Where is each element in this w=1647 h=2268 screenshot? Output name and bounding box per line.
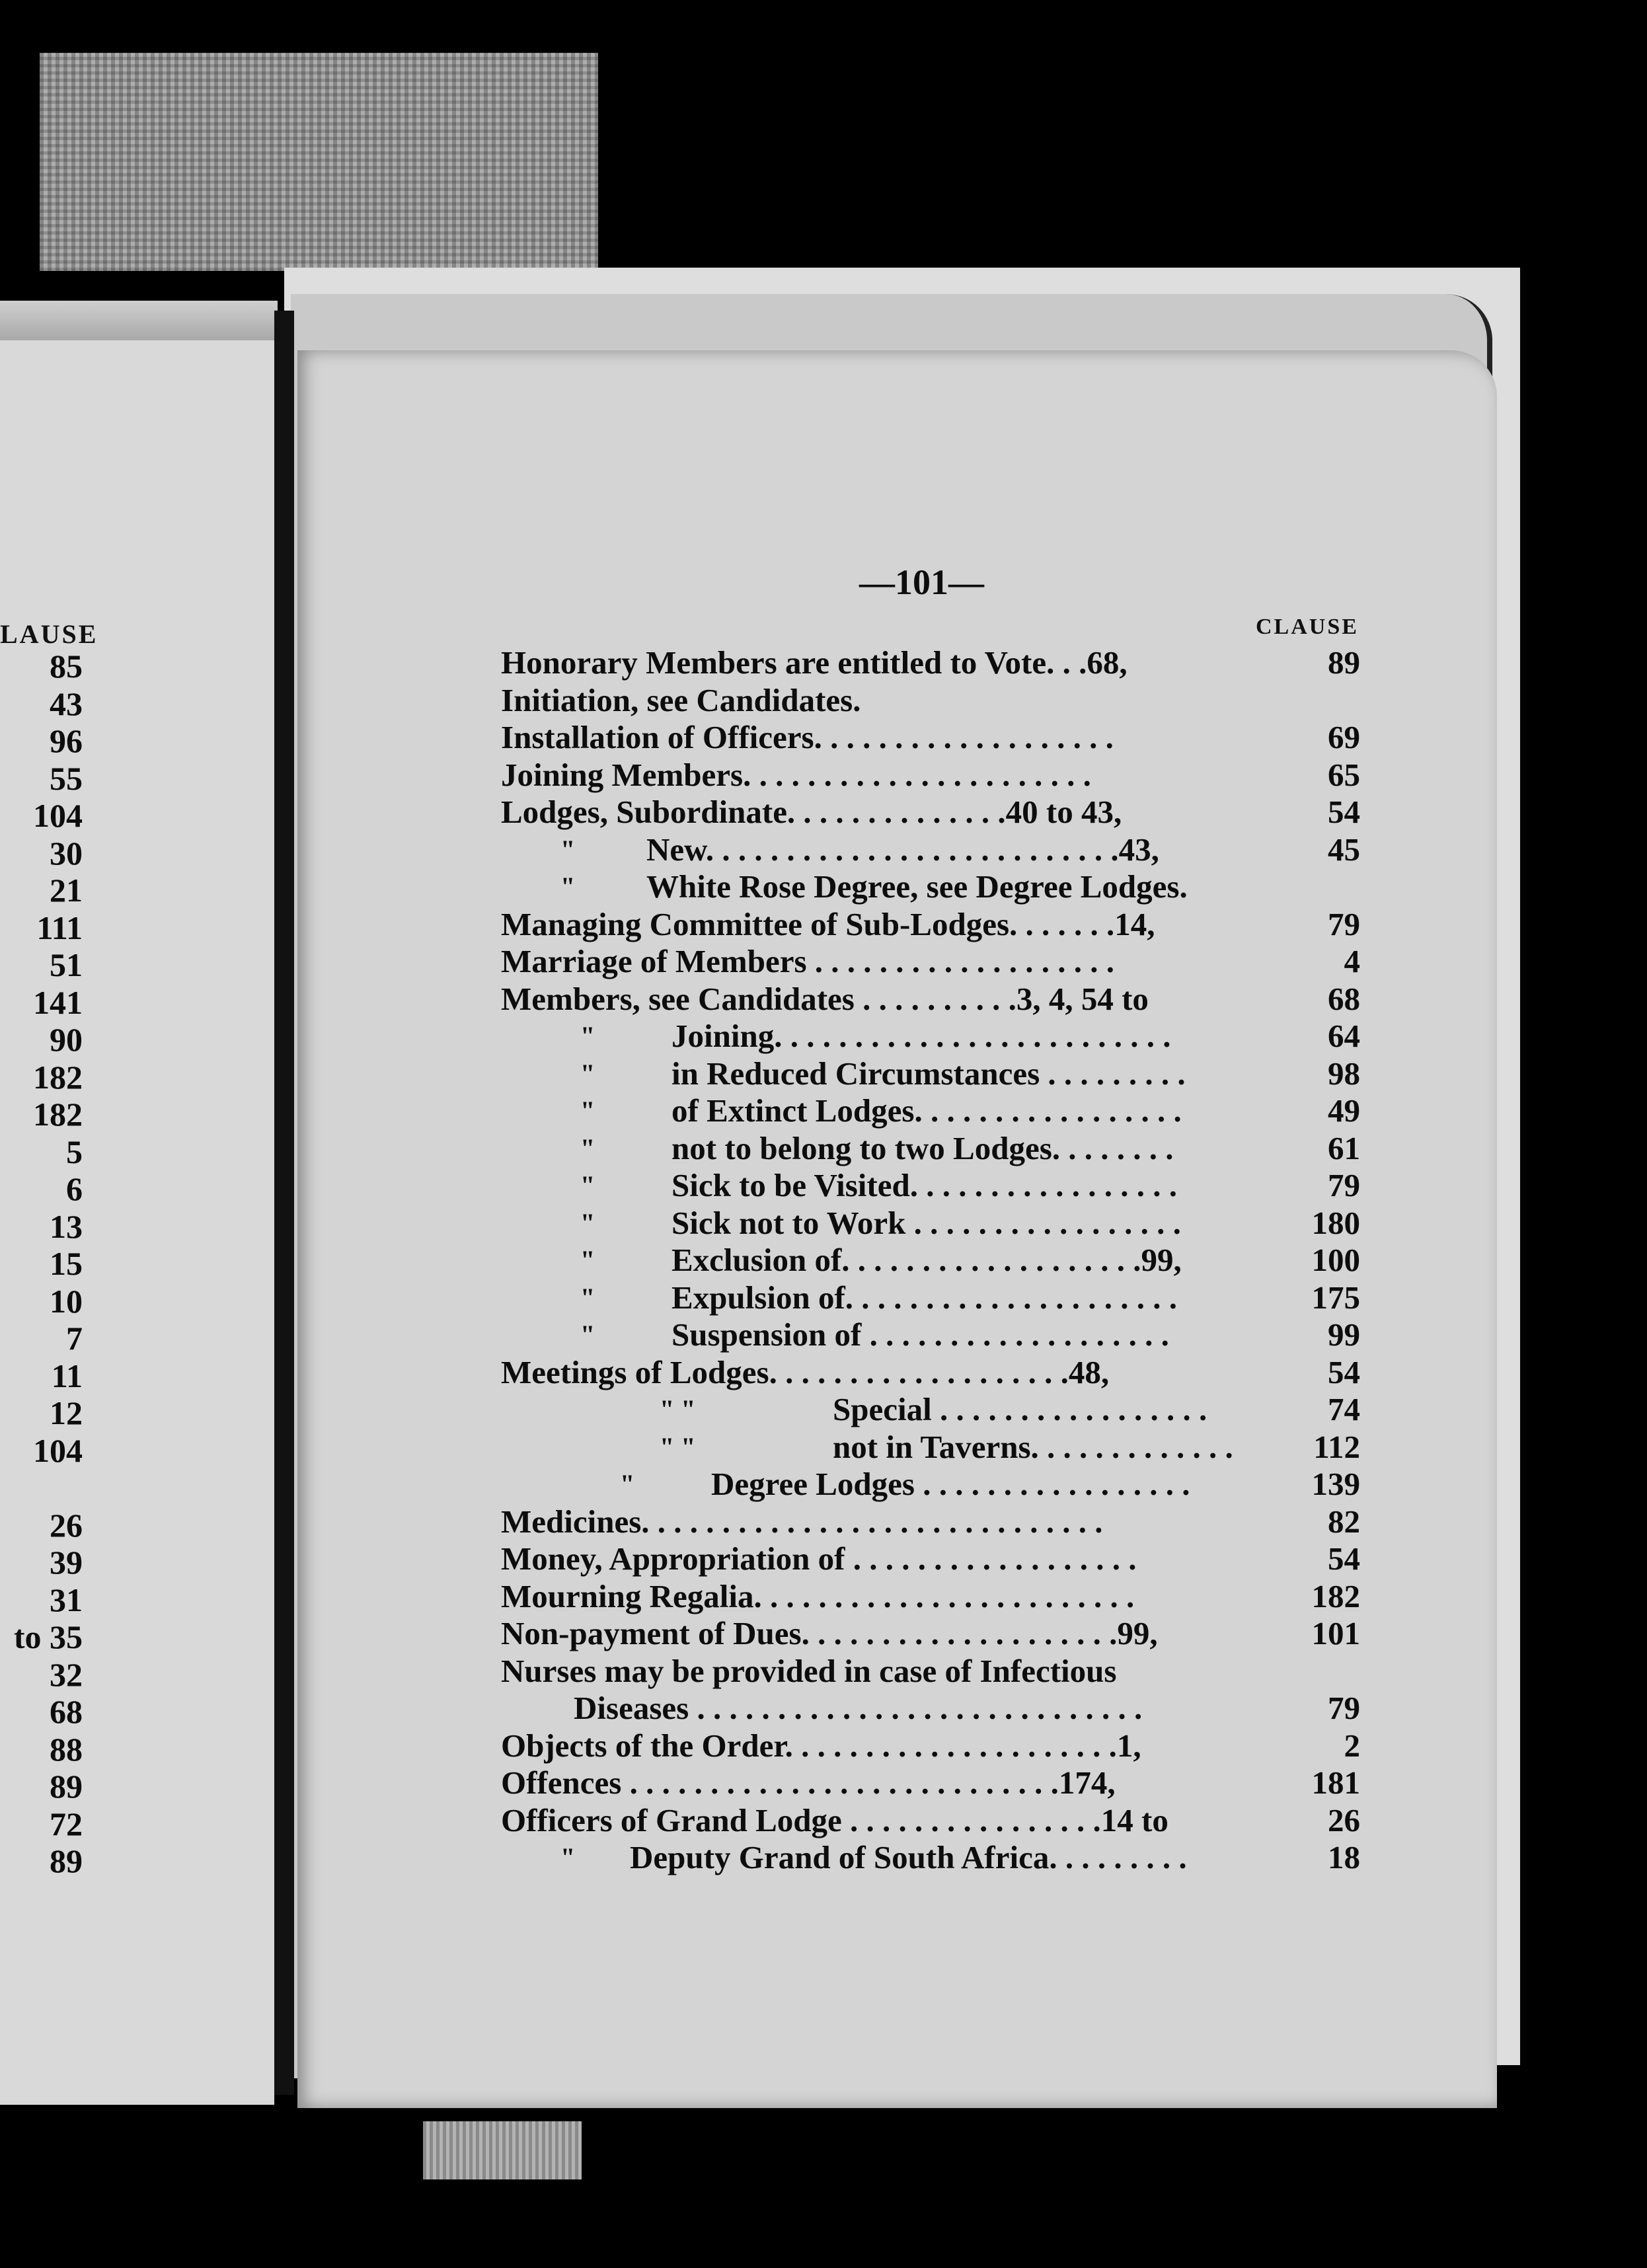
binding-tape [40, 53, 598, 271]
left-clause-numbers [0, 648, 83, 1880]
ditto-mark: " [580, 1207, 595, 1238]
left-clause-number: 39 [50, 1544, 83, 1581]
left-clause-number: to 35 [13, 1618, 83, 1655]
left-clause-number: 89 [50, 1842, 83, 1879]
index-entry [501, 1764, 1360, 1802]
index-entry [501, 868, 1360, 906]
left-clause-number: 141 [33, 983, 83, 1021]
index-entry-text: Honorary Members are entitled to Vote. . .68, [501, 644, 1128, 681]
index-entry-text: Degree Lodges . . . . . . . . . . . . . . . . . [711, 1466, 1190, 1502]
index-entry [501, 1615, 1360, 1653]
left-clause-number: 51 [50, 946, 83, 983]
index-entry [501, 981, 1360, 1018]
index-entry-text: Joining Members. . . . . . . . . . . . . . . . . . . . . . [501, 756, 1091, 793]
index-entry-text: Non-payment of Dues. . . . . . . . . . . . . . . . . . . .99, [501, 1615, 1158, 1651]
left-clause-number: 68 [50, 1693, 83, 1730]
left-clause-number: 72 [50, 1805, 83, 1842]
index-entry-text: Diseases . . . . . . . . . . . . . . . . . . . . . . . . . . . . [574, 1690, 1143, 1726]
index-entry-clause: 54 [1328, 1353, 1360, 1390]
index-entry [501, 1802, 1360, 1840]
index-entry-clause: 100 [1311, 1242, 1360, 1278]
left-clause-number: 11 [51, 1357, 83, 1394]
ditto-mark: " [580, 1096, 595, 1125]
index-entry-clause: 45 [1328, 831, 1360, 868]
index-entry-text: not to belong to two Lodges. . . . . . . . [671, 1129, 1174, 1166]
index-entry [501, 1242, 1360, 1279]
index-entry [501, 1727, 1360, 1765]
index-entry [501, 1279, 1360, 1317]
index-entry-clause: 26 [1328, 1801, 1360, 1838]
ditto-mark: " [580, 1245, 595, 1275]
index-entry [501, 1653, 1360, 1690]
ditto-mark: " [620, 1469, 635, 1499]
index-entry-text: not in Taverns. . . . . . . . . . . . . [833, 1428, 1233, 1465]
left-clause-number: 12 [50, 1394, 83, 1431]
ditto-mark: " [580, 1170, 595, 1200]
index-entry [501, 1578, 1360, 1616]
left-clause-number: 89 [50, 1768, 83, 1805]
index-entry [501, 1316, 1360, 1354]
index-entry-clause: 112 [1313, 1428, 1360, 1465]
left-clause-number: 104 [33, 797, 83, 834]
index-entry-clause: 4 [1344, 943, 1360, 979]
left-clause-number: 5 [66, 1133, 83, 1170]
ditto-mark: " [580, 1320, 595, 1349]
index-entry-clause: 18 [1328, 1839, 1360, 1875]
index-entry-text: Suspension of . . . . . . . . . . . . . . . . . . . [671, 1316, 1169, 1353]
left-clause-number: 43 [50, 685, 83, 722]
index-entry-clause: 69 [1328, 719, 1360, 755]
index-entry-text: Members, see Candidates . . . . . . . . . .3, 4, 54 to [501, 980, 1149, 1017]
clause-header: CLAUSE [1256, 615, 1359, 639]
index-entry-clause: 2 [1344, 1727, 1360, 1764]
index-entry-text: Exclusion of. . . . . . . . . . . . . . . . . . .99, [671, 1242, 1182, 1278]
index-entry-clause: 82 [1328, 1503, 1360, 1540]
left-clause-number: 6 [66, 1170, 83, 1207]
ditto-mark: " [560, 1842, 576, 1872]
index-entry-text: Joining. . . . . . . . . . . . . . . . . . . . . . . . . [671, 1018, 1171, 1054]
index-entry [501, 1503, 1360, 1541]
index-entry-text: of Extinct Lodges. . . . . . . . . . . . . . . . . [671, 1092, 1182, 1129]
ditto-mark: " " [660, 1394, 696, 1424]
index-entry-clause: 79 [1328, 1167, 1360, 1203]
index-entry [501, 1540, 1360, 1578]
ditto-mark: " [580, 1282, 595, 1312]
index-entry-text: Sick to be Visited. . . . . . . . . . . . . . . . . [671, 1167, 1177, 1203]
index-entry-clause: 64 [1328, 1018, 1360, 1054]
index-entry [501, 831, 1360, 869]
index-entry [501, 1130, 1360, 1168]
index-entry-text: New. . . . . . . . . . . . . . . . . . . . . . . . . .43, [646, 831, 1159, 868]
index-entry [501, 1167, 1360, 1205]
index-entry [501, 1466, 1360, 1503]
left-page-edge [0, 301, 278, 340]
index-entry-text: Special . . . . . . . . . . . . . . . . . [833, 1391, 1207, 1427]
index-entry-clause: 182 [1311, 1577, 1360, 1614]
left-clause-number: 88 [50, 1730, 83, 1768]
ditto-mark: " [580, 1058, 595, 1088]
index-entry-clause: 65 [1328, 756, 1360, 793]
left-clause-number: 55 [50, 759, 83, 797]
left-clause-number: 182 [33, 1058, 83, 1096]
index-entry [501, 1429, 1360, 1466]
index-entry-clause: 89 [1328, 644, 1360, 681]
ditto-mark: " [560, 872, 576, 901]
left-clause-number: 182 [33, 1096, 83, 1133]
left-clause-number: 10 [50, 1282, 83, 1320]
ditto-mark: " [580, 1021, 595, 1051]
index-entry-text: Offences . . . . . . . . . . . . . . . . . . . . . . . . . . .174, [501, 1764, 1116, 1801]
ditto-mark: " [560, 834, 576, 864]
index-entry-clause: 101 [1311, 1615, 1360, 1651]
book-spine [274, 311, 294, 2095]
index-entry-clause: 74 [1328, 1391, 1360, 1427]
index-entry-text: Objects of the Order. . . . . . . . . . . . . . . . . . . . .1, [501, 1727, 1141, 1764]
index-entry [501, 1354, 1360, 1392]
index-entry [501, 794, 1360, 831]
index-entry-text: Expulsion of. . . . . . . . . . . . . . . . . . . . . [671, 1279, 1178, 1316]
index-entry [501, 1839, 1360, 1877]
ditto-mark: " [580, 1133, 595, 1163]
index-entry-text: Deputy Grand of South Africa. . . . . . . . . [630, 1839, 1187, 1875]
index-entry-text: White Rose Degree, see Degree Lodges. [646, 868, 1188, 905]
index-entry-clause: 180 [1311, 1204, 1360, 1241]
index-entry [501, 1092, 1360, 1130]
index-entry [501, 682, 1360, 720]
index-entry-clause: 79 [1328, 905, 1360, 942]
left-clause-number: 90 [50, 1021, 83, 1058]
index-entry [501, 943, 1360, 981]
ditto-mark: " " [660, 1431, 696, 1462]
index-entry-text: Installation of Officers. . . . . . . . . . . . . . . . . . . [501, 719, 1114, 755]
left-clause-number: 104 [33, 1431, 83, 1469]
index-entry-clause: 54 [1328, 794, 1360, 830]
index-entry [501, 906, 1360, 944]
left-clause-number: 30 [50, 834, 83, 872]
index-entry-text: Managing Committee of Sub-Lodges. . . . . . .14, [501, 905, 1155, 942]
index-entry [501, 1391, 1360, 1429]
left-clause-header: LAUSE [0, 619, 98, 649]
index-entry-text: Officers of Grand Lodge . . . . . . . . . . . . . . . .14 to [501, 1801, 1168, 1838]
left-clause-number: 7 [66, 1320, 83, 1357]
index-entry [501, 719, 1360, 757]
index-entry-clause: 79 [1328, 1690, 1360, 1726]
index-entry [501, 1205, 1360, 1242]
left-clause-number: 85 [50, 648, 83, 685]
index-entry-clause: 99 [1328, 1316, 1360, 1353]
index-entry [501, 1690, 1360, 1727]
index-entry [501, 1055, 1360, 1093]
left-clause-number: 32 [50, 1655, 83, 1693]
index-entry-text: in Reduced Circumstances . . . . . . . . . [671, 1055, 1186, 1092]
index-entry-text: Nurses may be provided in case of Infectious [501, 1652, 1117, 1689]
left-clause-number: 26 [50, 1506, 83, 1544]
index-entry-text: Mourning Regalia. . . . . . . . . . . . . . . . . . . . . . . . [501, 1577, 1135, 1614]
index-entry-text: Sick not to Work . . . . . . . . . . . . . . . . . [671, 1204, 1181, 1241]
left-clause-number: 31 [50, 1581, 83, 1618]
index-entry-clause: 175 [1311, 1279, 1360, 1316]
left-clause-number: 15 [50, 1245, 83, 1282]
index-entry [501, 644, 1360, 682]
index-entry-text: Meetings of Lodges. . . . . . . . . . . . . . . . . . .48, [501, 1353, 1110, 1390]
index-entry [501, 1018, 1360, 1055]
index-entry-clause: 49 [1328, 1092, 1360, 1129]
left-clause-number: 13 [50, 1207, 83, 1245]
index-entry-clause: 181 [1311, 1764, 1360, 1801]
index-entry [501, 757, 1360, 794]
index-entry-text: Medicines. . . . . . . . . . . . . . . . . . . . . . . . . . . . . [501, 1503, 1103, 1540]
index-list [501, 644, 1360, 1877]
index-entry-text: Money, Appropriation of . . . . . . . . . . . . . . . . . . [501, 1540, 1137, 1577]
index-entry-clause: 54 [1328, 1540, 1360, 1577]
page-number: —101— [859, 562, 984, 602]
left-clause-number: 111 [36, 909, 83, 946]
left-clause-number: 96 [50, 722, 83, 759]
binding-tape-bottom [423, 2121, 582, 2179]
left-clause-number: 21 [50, 872, 83, 909]
index-entry-text: Lodges, Subordinate. . . . . . . . . . . . . .40 to 43, [501, 794, 1122, 830]
index-entry-clause: 61 [1328, 1129, 1360, 1166]
index-entry-clause: 139 [1311, 1466, 1360, 1502]
index-entry-clause: 98 [1328, 1055, 1360, 1092]
left-clause-number [0, 1469, 83, 1507]
index-entry-text: Initiation, see Candidates. [501, 681, 861, 718]
index-entry-text: Marriage of Members . . . . . . . . . . . . . . . . . . . [501, 943, 1115, 979]
index-entry-clause: 68 [1328, 980, 1360, 1017]
